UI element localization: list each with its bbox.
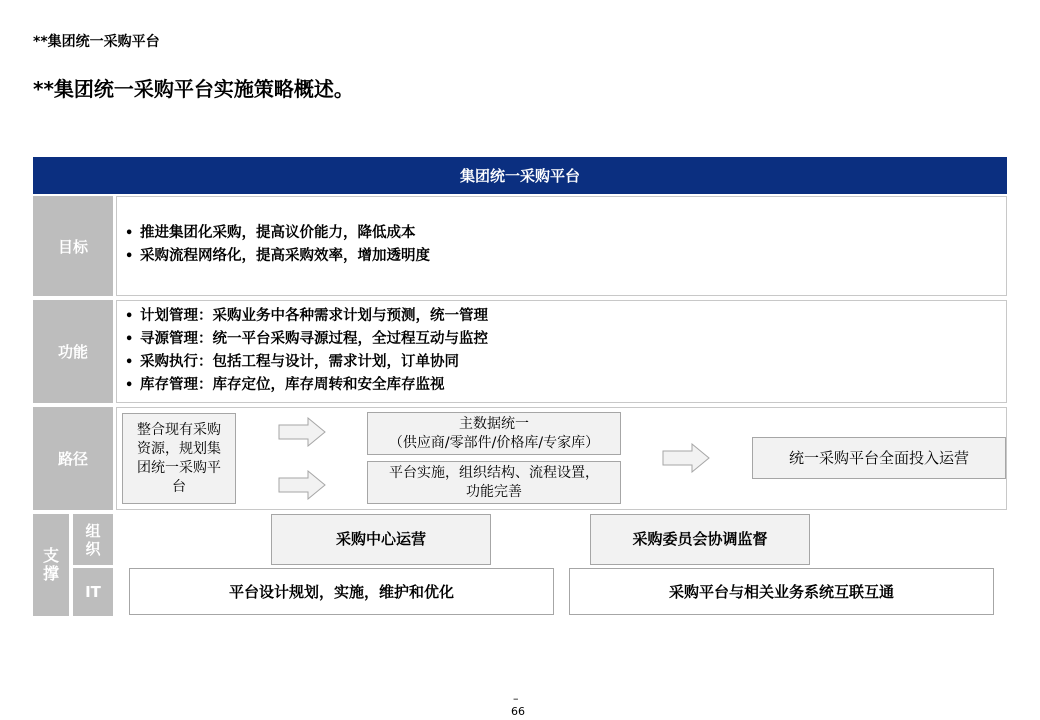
path-step-integrate [122,413,236,504]
arrow-right-icon [278,470,326,500]
footer-dash: – [513,692,519,705]
path-step-line: 资源，规划集 [137,440,221,457]
arrow-right-icon [278,417,326,447]
function-item: • 采购执行：包括工程与设计，需求计划，订单协同 [123,351,1006,374]
path-step-line: （供应商/零部件/价格库/专家库） [388,434,600,451]
path-step-line: 团统一采购平 [137,459,221,476]
path-step-line: 整合现有采购 [137,421,221,438]
goals-list [123,222,1006,268]
path-step-line: 平台实施，组织结构、流程设置， [389,464,599,481]
diagram-header: 集团统一采购平台 [33,157,1007,194]
goals-label: 目标 [33,196,113,296]
functions-box [116,300,1007,403]
page-number: 66 [511,705,525,718]
path-step-line: 主数据统一 [459,415,529,432]
path-step-line: 台 [172,478,186,495]
org-label: 组 织 [73,514,113,565]
function-item: • 库存管理：库存定位，库存周转和安全库存监视 [123,374,1006,397]
arrow-right-icon [662,443,710,473]
goal-item: • 推进集团化采购，提高议价能力，降低成本 [123,222,1006,245]
it-item-system-integration: 采购平台与相关业务系统互联互通 [569,568,994,615]
it-label: IT [73,568,113,616]
it-item-platform-design: 平台设计规划，实施，维护和优化 [129,568,554,615]
path-label: 路径 [33,407,113,510]
page-title: **集团统一采购平台实施策略概述。 [33,77,354,101]
org-item-procurement-center: 采购中心运营 [271,514,491,565]
functions-list [123,305,1006,397]
support-label: 支 撑 [33,514,69,616]
path-step-implementation [367,461,621,504]
path-step-line: 功能完善 [466,483,522,500]
path-step-master-data [367,412,621,455]
goals-box [116,196,1007,296]
goal-item: • 采购流程网络化，提高采购效率，增加透明度 [123,245,1006,268]
breadcrumb: **集团统一采购平台 [33,34,160,50]
org-item-procurement-committee: 采购委员会协调监督 [590,514,810,565]
function-item: • 寻源管理：统一平台采购寻源过程，全过程互动与监控 [123,328,1006,351]
path-step-operation: 统一采购平台全面投入运营 [752,437,1006,479]
functions-label: 功能 [33,300,113,403]
function-item: • 计划管理：采购业务中各种需求计划与预测，统一管理 [123,305,1006,328]
